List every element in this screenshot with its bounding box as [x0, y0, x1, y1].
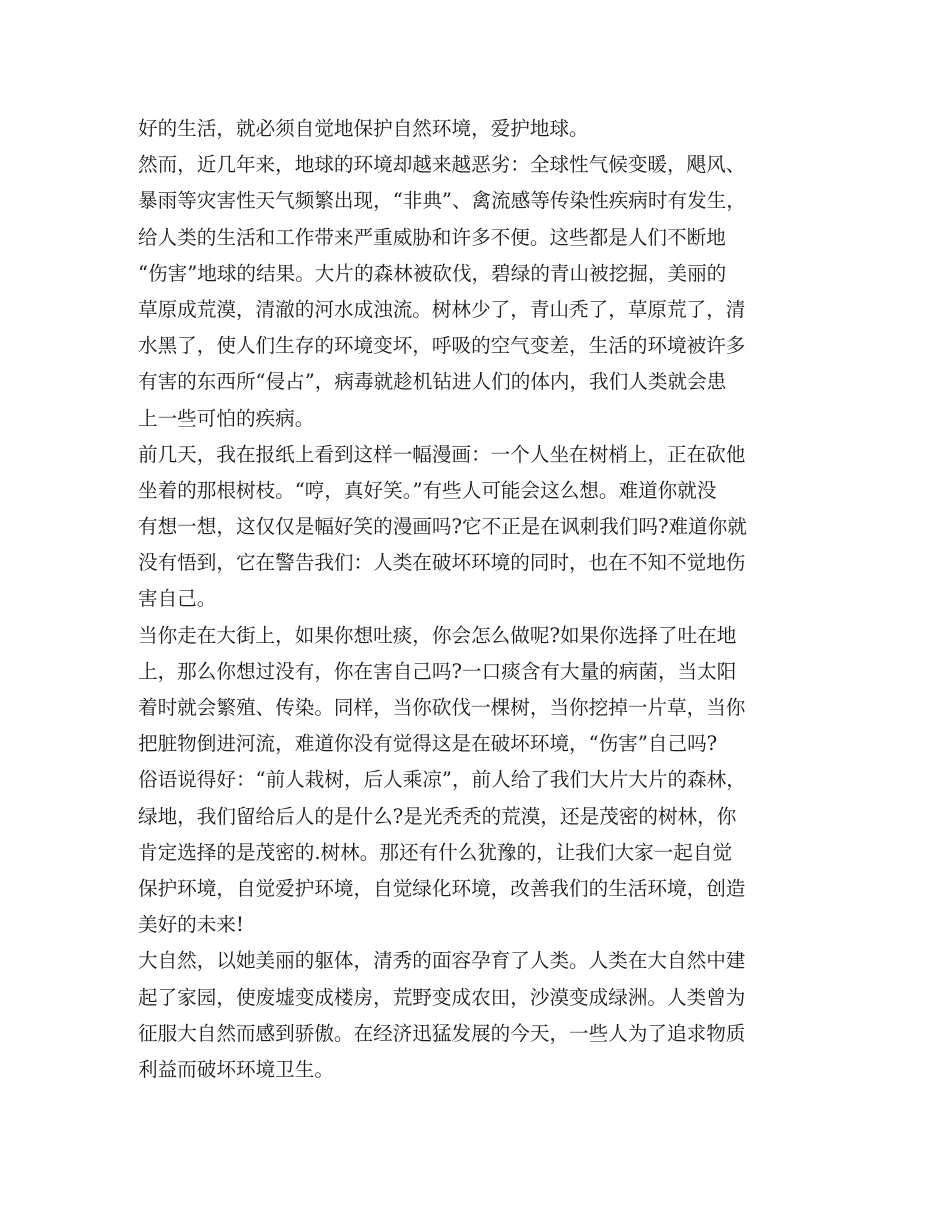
text-line: 征服大自然而感到骄傲。在经济迅猛发展的今天，一些人为了追求物质	[138, 1021, 746, 1045]
text-line: 保护环境，自觉爱护环境，自觉绿化环境，改善我们的生活环境，创造	[138, 876, 746, 900]
text-line: 美好的未来!	[138, 913, 244, 937]
text-line: 坐着的那根树枝。“哼，真好笑。”有些人可能会这么想。难道你就没	[138, 478, 717, 502]
text-line: 没有悟到，它在警告我们：人类在破坏环境的同时，也在不知不觉地伤	[138, 551, 746, 575]
text-line: 有想一想，这仅仅是幅好笑的漫画吗?它不正是在讽刺我们吗?难道你就	[138, 515, 747, 539]
body-text	[138, 111, 822, 1088]
text-line: 水黑了，使人们生存的环境变坏，呼吸的空气变差，生活的环境被许多	[138, 334, 746, 358]
text-line: 暴雨等灾害性天气频繁出现，“非典”、禽流感等传染性疾病时有发生，	[138, 189, 746, 213]
text-line: 上，那么你想过没有，你在害自己吗?一口痰含有大量的病菌，当太阳	[138, 659, 737, 683]
text-line: 前几天，我在报纸上看到这样一幅漫画：一个人坐在树梢上，正在砍他	[138, 442, 746, 466]
text-line: 绿地，我们留给后人的是什么?是光秃秃的荒漠，还是茂密的树林，你	[138, 804, 737, 828]
text-line: 好的生活，就必须自觉地保护自然环境，爱护地球。	[138, 117, 589, 140]
text-line: 起了家园，使废墟变成楼房，荒野变成农田，沙漠变成绿洲。人类曾为	[138, 985, 746, 1009]
text-line: “伤害”地球的结果。大片的森林被砍伐，碧绿的青山被挖掘，美丽的	[138, 261, 727, 285]
text-line: 草原成荒漠，清澈的河水成浊流。树林少了，青山秃了，草原荒了，清	[138, 297, 746, 321]
text-line: 肯定选择的是茂密的.树林。那还有什么犹豫的，让我们大家一起自觉	[138, 840, 733, 864]
text-line: 给人类的生活和工作带来严重威胁和许多不便。这些都是人们不断地	[138, 225, 726, 249]
text-line: 上一些可怕的疾病。	[138, 406, 315, 430]
text-line: 俗语说得好：“前人栽树，后人乘凉”，前人给了我们大片大片的森林，	[138, 768, 746, 792]
text-line: 有害的东西所“侵占”，病毒就趁机钻进人们的体内，我们人类就会患	[138, 370, 727, 394]
text-line: 大自然，以她美丽的躯体，清秀的面容孕育了人类。人类在大自然中建	[138, 949, 746, 973]
text-line: 然而，近几年来，地球的环境却越来越恶劣：全球性气候变暖，飓风、	[138, 153, 746, 177]
text-line: 把脏物倒进河流，难道你没有觉得这是在破坏环境，“伤害”自己吗?	[138, 732, 718, 756]
text-line: 利益而破坏环境卫生。	[138, 1057, 334, 1081]
text-line: 害自己。	[138, 587, 217, 611]
text-line: 当你走在大街上，如果你想吐痰，你会怎么做呢?如果你选择了吐在地	[138, 623, 737, 647]
text-line: 着时就会繁殖、传染。同样，当你砍伐一棵树，当你挖掉一片草，当你	[138, 696, 746, 719]
